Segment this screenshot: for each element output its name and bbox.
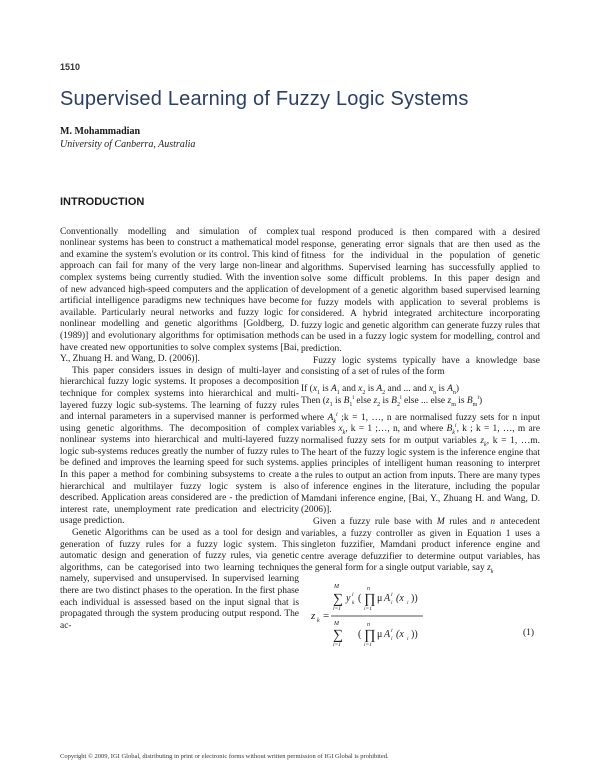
equation-graphic: [301, 579, 540, 649]
paragraph: This paper considers issues in design of multi-layer and hierarchical fuzzy logic systems. It proposes a decomposition technique for complex systems into hierarchical and multi-layered fuzzy logic sub-systems. The learning of fuzzy rules and internal parameters in a supervised manner is performed using genetic algorithms. The decomposition of complex nonlinear systems into hierarchical and multi-layered fuzzy logic sub-systems reduces greatly the number of fuzzy rules to be defined and improves the learning speed for such systems. In this paper a method for combining subsystems to create a hierarchical and multilayer fuzzy logic system is also described. Application areas considered are - the prediction of interest rate, unemployment rate predication and electricity usage prediction.: [60, 365, 299, 527]
prod-bottom: i=1: [364, 642, 372, 649]
sum-bottom: l=1: [333, 606, 341, 613]
rule-if-line: If ($x_1$ is $A_1$ and $x_2$ is $A_2$ and ... and $x_n$ is $A_n$): [301, 383, 460, 396]
x-term: (x: [396, 629, 404, 641]
rule-then-line: Then ($z_1$ is $B_1^i$ else $z_2$ is $B_2^i$ else ... else $z_m$ is $B_m^i$): [301, 394, 483, 408]
prod-bottom: i=1: [364, 606, 372, 613]
paragraph: where $A_k^i$ ;k = 1, …, n are normalised fuzzy sets for n input variables $x_k$, k = 1 ;…, n, and where $B_k^i$, k ; k = 1, …, m are normalised fuzzy sets for m output variables $z_k$, k = 1, …m. The heart of the fuzzy logic system is the inference engine that applies principles of intelligent human reasoning to interpret the rules to output an action from inputs. There are many types of inference engines in the literature, including the popular Mamdani inference engine, [Bai, Y., Zhuang H. and Wang, D. (2006)].: [301, 411, 541, 516]
paragraph: Conventionally modelling and simulation of complex nonlinear systems has been to construct a mathematical model and examine the system's evolution or its control. This kind of approach can fail for many of the very large non-linear and complex systems being currently studied. With the invention of new advanced high-speed computers and the application of artificial intelligence paradigms new techniques have become available. Particularly neural networks and fuzzy logic for nonlinear modelling and genetic algorithms [Goldberg, D. (1989)] and evolutionary algorithms for optimisation methods have created new opportunities to solve complex systems [Bai, Y., Zhuang H. and Wang, D. (2006)].: [60, 226, 299, 365]
A-sub: i: [391, 600, 393, 607]
A-term: A: [384, 629, 391, 641]
sum-symbol: ∑: [333, 592, 343, 608]
equation-1: [301, 579, 540, 649]
page-number: 1510: [60, 62, 81, 72]
prod-top: n: [367, 586, 370, 593]
eq-equals: =: [323, 610, 330, 623]
sum-symbol: ∑: [333, 628, 343, 644]
prod-symbol: ∏: [364, 592, 376, 608]
sum-top: M: [334, 584, 339, 591]
eq-lhs: z: [311, 610, 316, 623]
y-sub: k: [352, 600, 355, 607]
open-paren: (: [358, 629, 362, 641]
close-paren: )): [411, 629, 418, 641]
open-paren: (: [358, 593, 362, 605]
paragraph: Fuzzy logic systems typically have a knowledge base consisting of a set of rules of the form: [301, 355, 540, 378]
prod-top: n: [367, 622, 370, 629]
paragraph: Genetic Algorithms can be used as a tool for design and generation of fuzzy rules for a fuzzy logic system. This automatic design and generation of fuzzy rules, via genetic algorithms, can be categorised into two learning techniques namely, supervised and unsupervised. In supervised learning there are two distinct phases to the operation. In the first phase each individual is assessed based on the input signal that is propagated through the system producing output respond. The ac-: [60, 528, 299, 631]
paragraph: tual respond produced is then compared with a desired response, generating error signals that are then used as the fitness for the individual in the population of genetic algorithms. Supervised learning has successfully applied to solve some difficult problems. In this paper design and development of a genetic algorithm based supervised learning for fuzzy models with application to several problems is considered. A hybrid integrated architecture incorporating fuzzy logic and genetic algorithm can generate fuzzy rules that can be used in a fuzzy logic system for modelling, control and prediction.: [301, 228, 540, 354]
A-sup: l: [391, 628, 393, 635]
prod-symbol: ∏: [364, 628, 376, 644]
left-column: [60, 197, 299, 632]
y-sup: l: [352, 592, 354, 599]
mu-symbol: μ: [377, 593, 383, 605]
paragraph: Given a fuzzy rule base with M rules and n antecedent variables, a fuzzy controller as given in Equation 1 uses a singleton fuzzifier, Mamdani product inference engine and centre average defuzzifier to determine output variables, has the general form for a single output variable, say $z_k$: [301, 517, 540, 576]
close-paren: )): [411, 593, 418, 605]
fuzzy-rule-form: [301, 383, 540, 407]
x-term: (x: [396, 593, 404, 605]
mu-symbol: μ: [377, 629, 383, 641]
x-sub: i: [407, 636, 409, 643]
y-term: y: [346, 593, 351, 605]
A-sub: i: [391, 636, 393, 643]
author-affiliation: University of Canberra, Australia: [60, 139, 196, 150]
section-heading-introduction: INTRODUCTION: [60, 196, 145, 208]
eq-lhs-sub: k: [317, 618, 320, 625]
A-term: A: [384, 593, 391, 605]
right-column: [301, 228, 540, 649]
sum-top: M: [334, 621, 339, 628]
A-sup: l: [391, 592, 393, 599]
x-sub: i: [407, 600, 409, 607]
equation-number: (1): [523, 628, 535, 639]
sum-bottom: l=1: [333, 642, 341, 649]
paper-title: Supervised Learning of Fuzzy Logic Systems: [60, 88, 469, 110]
copyright-footer: Copyright © 2009, IGI Global, distributing in print or electronic forms without written permission of IGI Global is prohibited.: [60, 753, 389, 760]
author-name: M. Mohammadian: [60, 126, 140, 137]
